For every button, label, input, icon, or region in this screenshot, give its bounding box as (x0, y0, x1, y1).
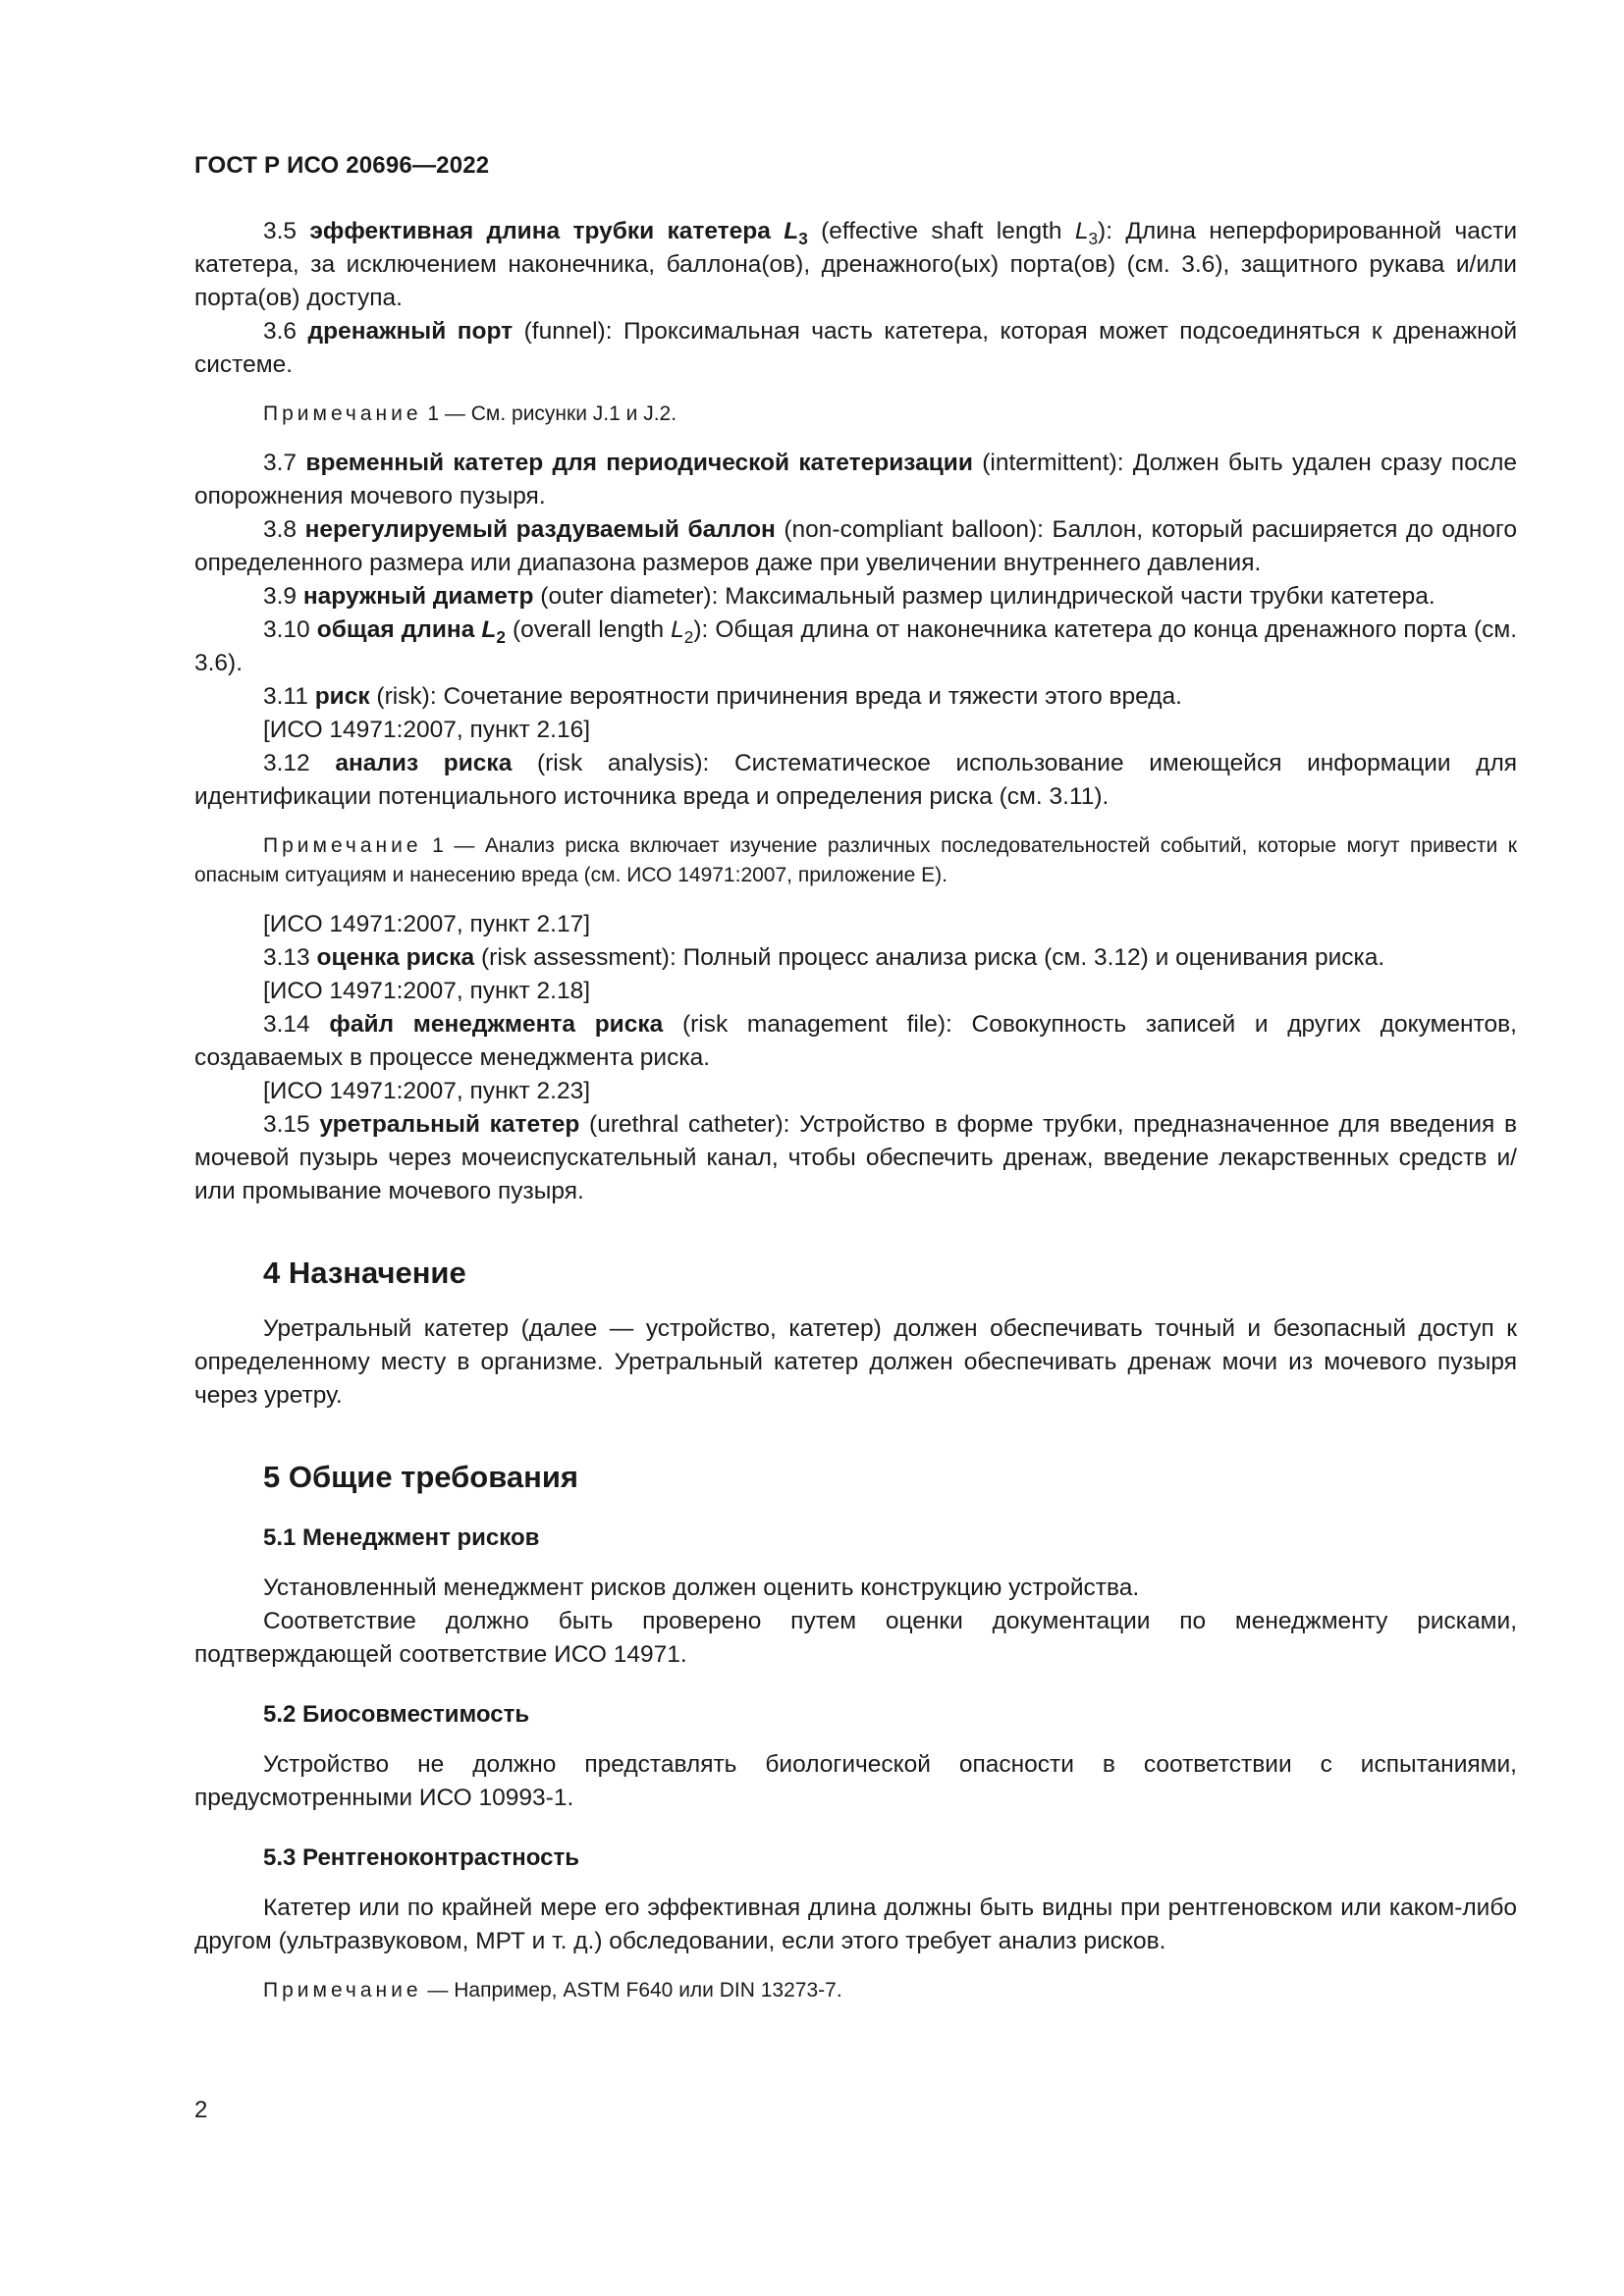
term: наружный диаметр (302, 583, 534, 610)
reference: [ИСО 14971:2007, пункт 2.17] (263, 911, 591, 937)
section-5-2-p1: Устройство не должно представлять биологической опасности в соответствии с испытаниями, предусмотренными ИСО 10993-1. (194, 1751, 1517, 1811)
term: общая длина $L_2$ (316, 616, 506, 647)
definition-3-14: 3.14 файл менеджмента риска (risk management file): Совокупность записей и других документов, создаваемых в процессе менеджмента риска. (194, 1011, 1517, 1071)
section-5-2-heading: 5.2 Биосовместимость (263, 1701, 530, 1728)
page-number: 2 (194, 2097, 208, 2123)
note-3-12: Примечание 1 — Анализ риска включает изучение различных последовательностей событий, которые могут привести к опасным ситуациям и нанесению вреда (см. ИСО 14971:2007, приложение E). (194, 834, 1517, 886)
definition-3-12: 3.12 анализ риска (risk analysis): Систематическое использование имеющейся информации для идентификации потенциального источника вреда и определения риска (см. 3.11). (194, 750, 1518, 810)
definition-3-8: 3.8 нерегулируемый раздуваемый баллон (non-compliant balloon): Баллон, который расширяется до одного определенного размера или диапазона размеров даже при увеличении внутреннего давления. (194, 516, 1517, 576)
term: временный катетер для периодической катетеризации (305, 450, 973, 476)
term: файл менеджмента риска (329, 1011, 664, 1038)
document-header: ГОСТ Р ИСО 20696—2022 (194, 152, 490, 179)
definition-3-10: 3.10 общая длина $L_2$ (overall length $L_2$): Общая длина от наконечника катетера до конца дренажного порта (см. 3.6). (194, 616, 1518, 676)
definition-3-5: 3.5 эффективная длина трубки катетера $L_3$ (effective shaft length $L_3$): Длина неперфорированной части катетера, за исключением наконечника, баллона(ов), дренажного(ых) порта(ов) (см. 3.6), защитного рукава и/или порта(ов) доступа. (194, 218, 1517, 311)
term: анализ риска (335, 750, 513, 776)
definition-3-11: 3.11 риск (risk): Сочетание вероятности причинения вреда и тяжести этого вреда. (263, 683, 1182, 710)
term: эффективная длина трубки катетера $L_3$ (309, 218, 808, 248)
definition-3-15: 3.15 уретральный катетер (urethral catheter): Устройство в форме трубки, предназначенное для введения в мочевой пузырь через мочеиспускательный канал, чтобы обеспечить дренаж, введение лекарственных средств и/или промывание мочевого пузыря. (194, 1111, 1517, 1204)
definition-3-9: 3.9 наружный диаметр (outer diameter): Максимальный размер цилиндрической части трубки катетера. (263, 583, 1435, 610)
reference: [ИСО 14971:2007, пункт 2.23] (263, 1078, 591, 1104)
section-5-3-heading: 5.3 Рентгеноконтрастность (263, 1844, 579, 1871)
section-5-heading: 5 Общие требования (263, 1460, 578, 1494)
term: оценка риска (316, 944, 475, 971)
definition-3-6: 3.6 дренажный порт (funnel): Проксимальная часть катетера, которая может подсоединяться к дренажной системе. (194, 318, 1518, 378)
term: нерегулируемый раздуваемый баллон (304, 516, 776, 543)
section-5-1-p2: Соответствие должно быть проверено путем оценки документации по менеджменту рисками, подтверждающей соответствие ИСО 14971. (194, 1608, 1517, 1668)
note-3-6: Примечание 1 — См. рисунки J.1 и J.2. (263, 402, 677, 425)
definition-3-7: 3.7 временный катетер для периодической катетеризации (intermittent): Должен быть удален сразу после опорожнения мочевого пузыря. (194, 450, 1517, 509)
section-5-1-heading: 5.1 Менеджмент рисков (263, 1524, 540, 1551)
term: риск (314, 683, 370, 710)
definition-3-13: 3.13 оценка риска (risk assessment): Полный процесс анализа риска (см. 3.12) и оценивания риска. (263, 944, 1385, 971)
section-4-heading: 4 Назначение (263, 1255, 466, 1290)
term: уретральный катетер (319, 1111, 580, 1138)
document-page (194, 152, 1517, 2019)
term: дренажный порт (307, 318, 514, 345)
section-5-1-p1: Установленный менеджмент рисков должен оценить конструкцию устройства. (263, 1575, 1140, 1601)
reference: [ИСО 14971:2007, пункт 2.16] (263, 717, 591, 743)
section-4-text: Уретральный катетер (далее — устройство, катетер) должен обеспечивать точный и безопасный доступ к определенному месту в организме. Уретральный катетер должен обеспечивать дренаж мочи из мочевого пузыря через уретру. (194, 1315, 1517, 1409)
reference: [ИСО 14971:2007, пункт 2.18] (263, 978, 591, 1004)
note-5-3: Примечание — Например, ASTM F640 или DIN 13273-7. (263, 1979, 842, 2002)
section-5-3-p1: Катетер или по крайней мере его эффективная длина должны быть видны при рентгеновском или каком-либо другом (ультразвуковом, МРТ и т. д.) обследовании, если этого требует анализ рисков. (194, 1895, 1517, 1954)
